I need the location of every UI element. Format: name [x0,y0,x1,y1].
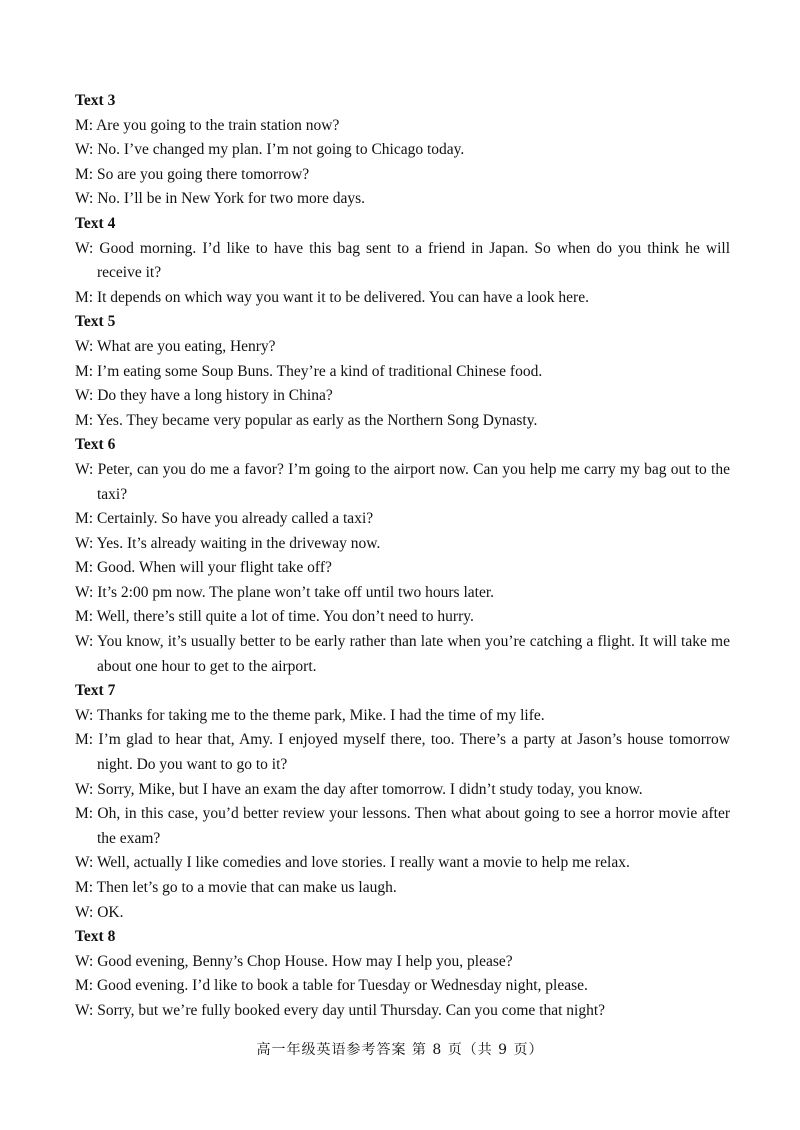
dialogue-line: W: Thanks for taking me to the theme park, Mike. I had the time of my life. [75,706,545,724]
dialogue-line: M: Yes. They became very popular as early as the Northern Song Dynasty. [75,411,538,429]
section-text-3 [75,89,730,212]
dialogue-line: M: I’m eating some Soup Buns. They’re a kind of traditional Chinese food. [75,362,543,380]
section-text-4 [75,212,730,310]
dialogue-line: W: Do they have a long history in China? [75,387,333,405]
dialogue-line: W: Good morning. I’d like to have this bag sent to a friend in Japan. So when do you think he will receive it? [75,239,730,282]
section-heading: Text 3 [75,92,116,109]
dialogue-line: W: What are you eating, Henry? [75,337,276,355]
section-text-7 [75,679,730,925]
dialogue-line: W: Peter, can you do me a favor? I’m going to the airport now. Can you help me carry my bag out to the taxi? [75,460,730,503]
dialogue-line: W: Yes. It’s already waiting in the driveway now. [75,534,381,552]
section-text-5 [75,310,730,433]
document-body [75,89,730,1024]
dialogue-line: W: Well, actually I like comedies and love stories. I really want a movie to help me relax. [75,854,630,872]
dialogue-line: W: OK. [75,903,124,921]
section-heading: Text 8 [75,928,116,946]
dialogue-line: W: It’s 2:00 pm now. The plane won’t take off until two hours later. [75,583,495,601]
section-text-8 [75,925,730,1023]
dialogue-line: M: It depends on which way you want it to be delivered. You can have a look here. [75,288,589,306]
dialogue-line: M: Certainly. So have you already called a taxi? [75,510,374,528]
section-heading: Text 4 [75,214,116,232]
dialogue-line: M: Oh, in this case, you’d better review your lessons. Then what about going to see a horror movie after the exam? [75,805,730,847]
section-heading: Text 7 [75,682,116,700]
dialogue-line: W: No. I’ll be in New York for two more days. [75,190,366,208]
dialogue-line: W: You know, it’s usually better to be early rather than late when you’re catching a flight. It will take me about one hour to get to the airport. [75,633,730,675]
dialogue-line: W: No. I’ve changed my plan. I’m not going to Chicago today. [75,141,465,159]
dialogue-line: W: Sorry, Mike, but I have an exam the day after tomorrow. I didn’t study today, you know. [75,780,643,798]
section-text-6 [75,433,730,679]
dialogue-line: M: Well, there’s still quite a lot of time. You don’t need to hurry. [75,608,474,626]
dialogue-line: M: Are you going to the train station now? [75,116,340,134]
dialogue-line: M: I’m glad to hear that, Amy. I enjoyed myself there, too. There’s a party at Jason’s house tomorrow night. Do you want to go to it? [75,731,730,774]
page-footer: 高一年级英语参考答案 第 8 页（共 9 页） [256,1042,544,1058]
dialogue-line: M: Then let’s go to a movie that can make us laugh. [75,879,397,896]
section-heading: Text 6 [75,436,116,454]
dialogue-line: W: Good evening, Benny’s Chop House. How may I help you, please? [75,952,513,970]
dialogue-line: W: Sorry, but we’re fully booked every day until Thursday. Can you come that night? [75,1001,606,1019]
section-heading: Text 5 [75,313,116,331]
dialogue-line: M: Good. When will your flight take off? [75,559,332,577]
dialogue-line: M: So are you going there tomorrow? [75,165,310,183]
dialogue-line: M: Good evening. I’d like to book a table for Tuesday or Wednesday night, please. [75,977,588,995]
